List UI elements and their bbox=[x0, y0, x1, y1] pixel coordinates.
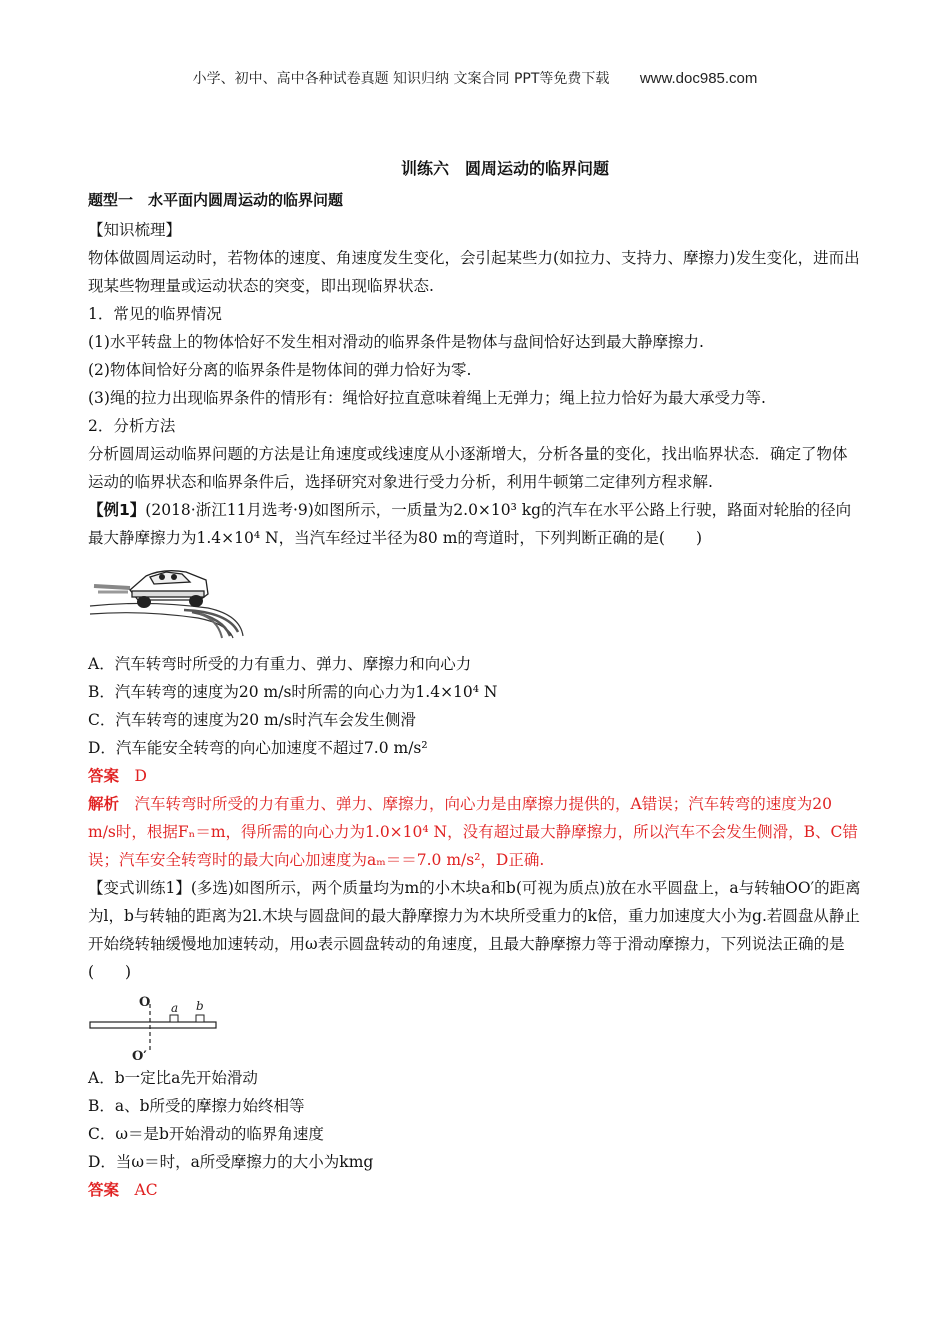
turntable-figure bbox=[88, 990, 228, 1062]
example1-option-d: D．汽车能安全转弯的向心加速度不超过7.0 m/s² bbox=[88, 739, 428, 757]
axis-label-o-prime: O′ bbox=[132, 1049, 147, 1062]
variant1-label: 【变式训练1】 bbox=[88, 879, 191, 897]
header-url[interactable]: www.doc985.com bbox=[639, 70, 758, 87]
variant1-option-d: D．当ω＝时，a所受摩擦力的大小为kmg bbox=[88, 1153, 374, 1171]
analysis-label: 解析 bbox=[88, 795, 120, 813]
example1-question bbox=[88, 496, 862, 552]
block-label-b: b bbox=[196, 999, 204, 1013]
method-paragraph: 分析圆周运动临界问题的方法是让角速度或线速度从小逐渐增大，分析各量的变化，找出临界状态．确定了物体运动的临界状态和临界条件后，选择研究对象进行受力分析，利用牛顿第二定律列方程求解. bbox=[88, 445, 848, 491]
answer-value: D bbox=[134, 767, 147, 785]
variant1-option-a: A．b一定比a先开始滑动 bbox=[88, 1069, 258, 1087]
page-title: 训练六 圆周运动的临界问题 bbox=[400, 159, 609, 178]
example1-text: (2018·浙江11月选考·9)如图所示，一质量为2.0×10³ kg的汽车在水平公路上行驶，路面对轮胎的径向最大静摩擦力为1.4×10⁴ N，当汽车经过半径为80 m的弯道时，下列判断正确的是( ) bbox=[88, 501, 852, 547]
document-body bbox=[88, 150, 862, 1204]
answer-label: 答案 bbox=[88, 1181, 120, 1199]
variant1-question bbox=[88, 874, 862, 986]
knowledge-label: 【知识梳理】 bbox=[88, 221, 182, 239]
example1-label: 【例1】 bbox=[88, 501, 146, 519]
answer-value: AC bbox=[134, 1181, 158, 1199]
variant1-answer bbox=[88, 1176, 862, 1204]
car-turning-figure bbox=[88, 560, 248, 642]
block-label-a: a bbox=[171, 1001, 179, 1015]
variant1-text: (多选)如图所示，两个质量均为m的小木块a和b(可视为质点)放在水平圆盘上，a与转轴OO′的距离为l，b与转轴的距离为2l.木块与圆盘间的最大静摩擦力为木块所受重力的k倍，重力加速度大小为g.若圆盘从静止开始绕转轴缓慢地加速转动，用ω表示圆盘转动的角速度，且最大静摩擦力等于滑动摩擦力，下列说法正确的是( ) bbox=[88, 879, 861, 981]
page-header bbox=[0, 68, 950, 88]
example1-answer bbox=[88, 762, 862, 790]
variant1-option-b: B．a、b所受的摩擦力始终相等 bbox=[88, 1097, 305, 1115]
list2-title: 2．分析方法 bbox=[88, 417, 176, 435]
answer-label: 答案 bbox=[88, 767, 120, 785]
variant1-option-c: C．ω＝是b开始滑动的临界角速度 bbox=[88, 1125, 324, 1143]
example1-analysis bbox=[88, 790, 862, 874]
list1-title: 1．常见的临界情况 bbox=[88, 305, 222, 323]
axis-label-o: O bbox=[139, 995, 151, 1010]
section-heading: 题型一 水平面内圆周运动的临界问题 bbox=[88, 191, 344, 209]
example1-option-a: A．汽车转弯时所受的力有重力、弹力、摩擦力和向心力 bbox=[88, 655, 472, 673]
list1-item: (3)绳的拉力出现临界条件的情形有：绳恰好拉直意味着绳上无弹力；绳上拉力恰好为最大承受力等. bbox=[88, 389, 766, 407]
example1-option-b: B．汽车转弯的速度为20 m/s时所需的向心力为1.4×10⁴ N bbox=[88, 683, 498, 701]
analysis-text: 汽车转弯时所受的力有重力、弹力、摩擦力，向心力是由摩擦力提供的，A错误；汽车转弯的速度为20 m/s时，根据Fₙ＝m，得所需的向心力为1.0×10⁴ N，没有超过最大静摩擦力，所以汽车不会发生侧滑，B、C错误；汽车安全转弯时的最大向心加速度为aₘ＝＝7.0 m/s²，D正确. bbox=[88, 795, 858, 869]
intro-paragraph: 物体做圆周运动时，若物体的速度、角速度发生变化，会引起某些力(如拉力、支持力、摩擦力)发生变化，进而出现某些物理量或运动状态的突变，即出现临界状态. bbox=[88, 249, 860, 295]
list1-item: (2)物体间恰好分离的临界条件是物体间的弹力恰好为零. bbox=[88, 361, 472, 379]
list1-item: (1)水平转盘上的物体恰好不发生相对滑动的临界条件是物体与盘间恰好达到最大静摩擦力. bbox=[88, 333, 704, 351]
example1-option-c: C．汽车转弯的速度为20 m/s时汽车会发生侧滑 bbox=[88, 711, 416, 729]
header-text: 小学、初中、高中各种试卷真题 知识归纳 文案合同 PPT等免费下载 bbox=[192, 71, 610, 87]
